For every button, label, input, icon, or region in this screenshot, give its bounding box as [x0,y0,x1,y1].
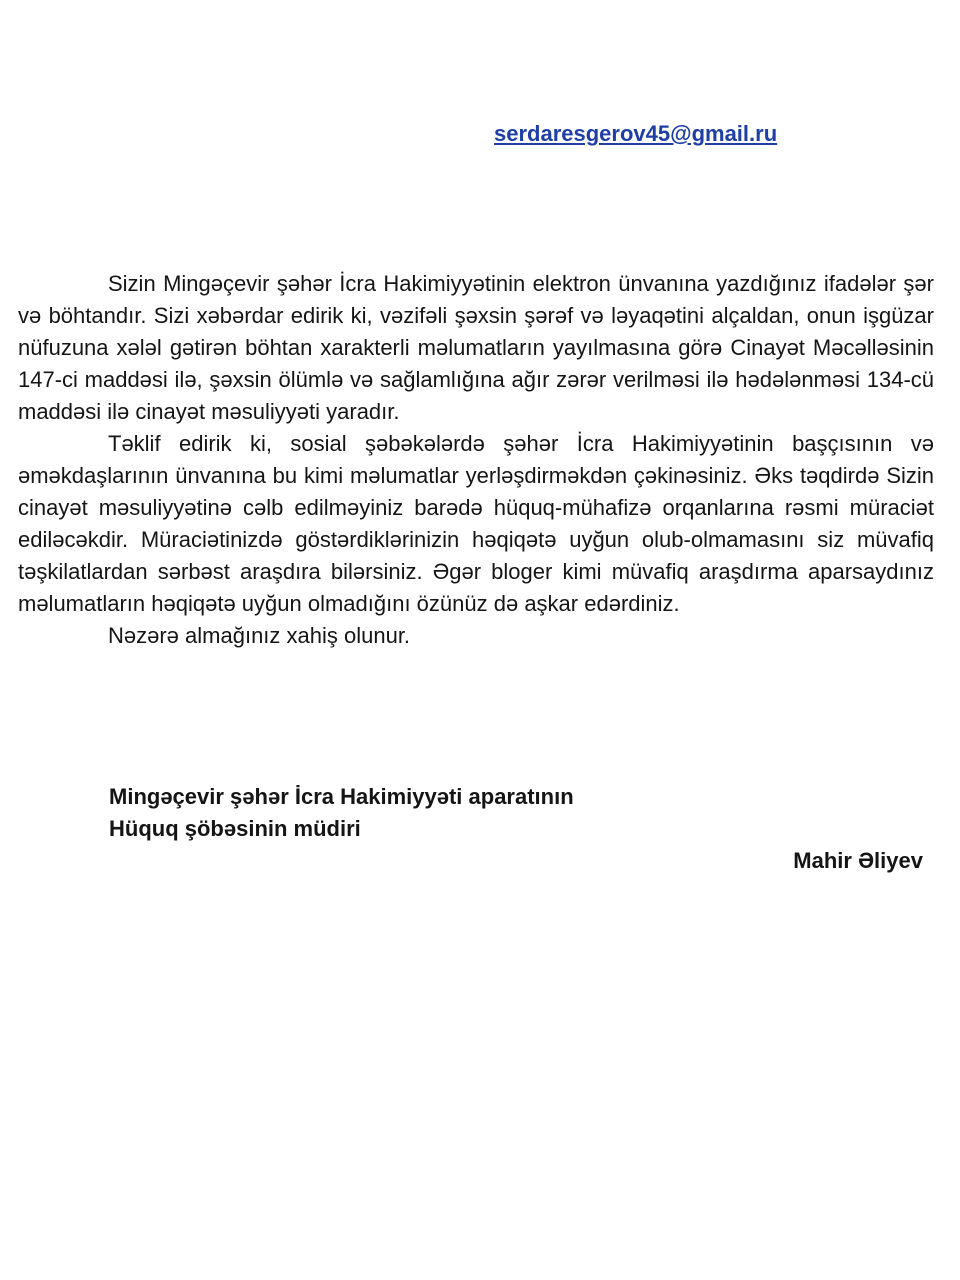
signature-block [109,781,574,845]
paragraph-warning: Sizin Mingəçevir şəhər İcra Hakimiyyətinin elektron ünvanına yazdığınız ifadələr şər və böhtandır. Sizi xəbərdar edirik ki, vəzifəli şəxsin şərəf və ləyaqətini alçaldan, onun işgüzar nüfuzuna xələl gətirən böhtan xarakterli məlumatların yayılmasına görə Cinayət Məcəlləsinin 147-ci maddəsi ilə, şəxsin ölümlə və sağlamlığına ağır zərər verilməsi ilə hədələnməsi 134-cü maddəsi ilə cinayət məsuliyyəti yaradır. [18,271,934,424]
letter-body [18,268,934,652]
signer-organization: Mingəçevir şəhər İcra Hakimiyyəti aparatının [109,784,574,809]
email-link[interactable]: serdaresgerov45@gmail.ru [494,121,778,146]
paragraph-request: Təklif edirik ki, sosial şəbəkələrdə şəhər İcra Hakimiyyətinin başçısının və əməkdaşlarının ünvanına bu kimi məlumatlar yerləşdirməkdən çəkinəsiniz. Əks təqdirdə Sizin cinayət məsuliyyətinə cəlb edilməyiniz barədə hüquq-mühafizə orqanlarına rəsmi müraciət ediləcəkdir. Müraciətinizdə göstərdiklərinizin həqiqətə uyğun olub-olmamasını siz müvafiq təşkilatlardan sərbəst araşdıra bilərsiniz. Əgər bloger kimi müvafiq araşdırma aparsaydınız məlumatların həqiqətə uyğun olmadığını özünüz də aşkar edərdiniz. [18,431,934,616]
signer-name: Mahir Əliyev [793,848,923,873]
closing-line: Nəzərə almağınız xahiş olunur. [108,623,411,648]
signer-position: Hüquq şöbəsinin müdiri [109,816,361,841]
